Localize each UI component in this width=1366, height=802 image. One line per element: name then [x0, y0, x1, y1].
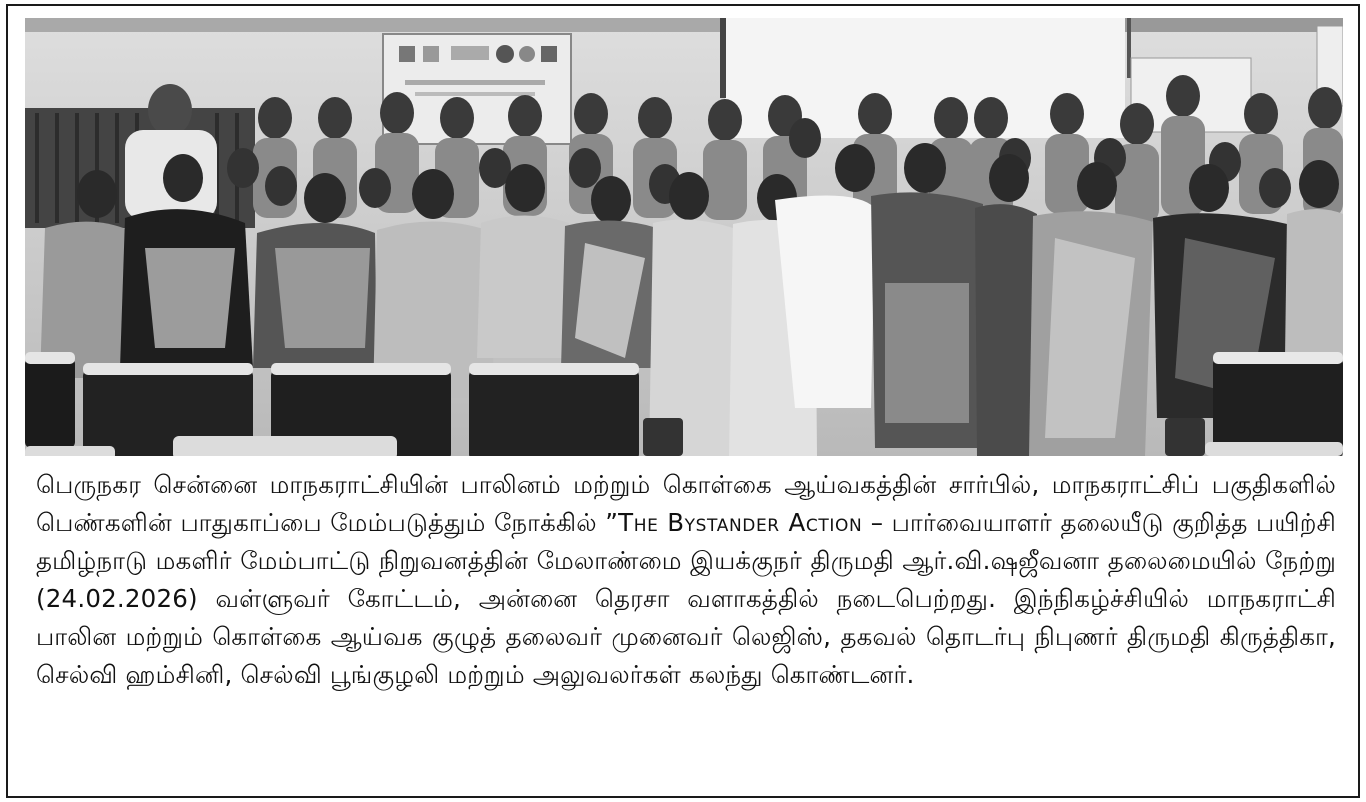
logo-icon: [451, 46, 489, 60]
logo-icon: [496, 45, 514, 63]
logo-icon: [519, 46, 535, 62]
news-clipping: [6, 4, 1360, 798]
event-banner: [383, 34, 571, 144]
caption-text: [36, 466, 1336, 694]
group-photo: [25, 18, 1343, 456]
program-name: The Bystander Action: [618, 508, 863, 537]
logo-icon: [399, 46, 415, 62]
caption-part-1: பெருநகர சென்னை மாநகராட்சியின் பாலினம் மற்றும் கொள்கை ஆய்வகத்தின் சார்பில், மாநகராட்சிப் பகுதிகளில் பெண்களின் பாதுகாப்பை மேம்படுத்தும் நோக்கில் ”: [36, 470, 1336, 537]
group-photo-image: [25, 18, 1343, 456]
logo-icon: [423, 46, 439, 62]
logo-icon: [541, 46, 557, 62]
caption-part-2: – பார்வையாளர் தலையீடு குறித்த பயிற்சி தமிழ்நாடு மகளிர் மேம்பாட்டு நிறுவனத்தின் மேலாண்மை இயக்குநர் திருமதி ஆர்.வி.ஷஜீவனா தலைமையில் நேற்று (24.02.2026) வள்ளுவர் கோட்டம், அன்னை தெரசா வளாகத்தில் நடைபெற்றது. இந்நிகழ்ச்சியில் மாநகராட்சி பாலின மற்றும் கொள்கை ஆய்வக குழுத் தலைவர் முனைவர் லெஜிஸ், தகவல் தொடர்பு நிபுணர் திருமதி கிருத்திகா, செல்வி ஹம்சினி, செல்வி பூங்குழலி மற்றும் அலுவலர்கள் கலந்து கொண்டனர்.: [36, 508, 1336, 689]
